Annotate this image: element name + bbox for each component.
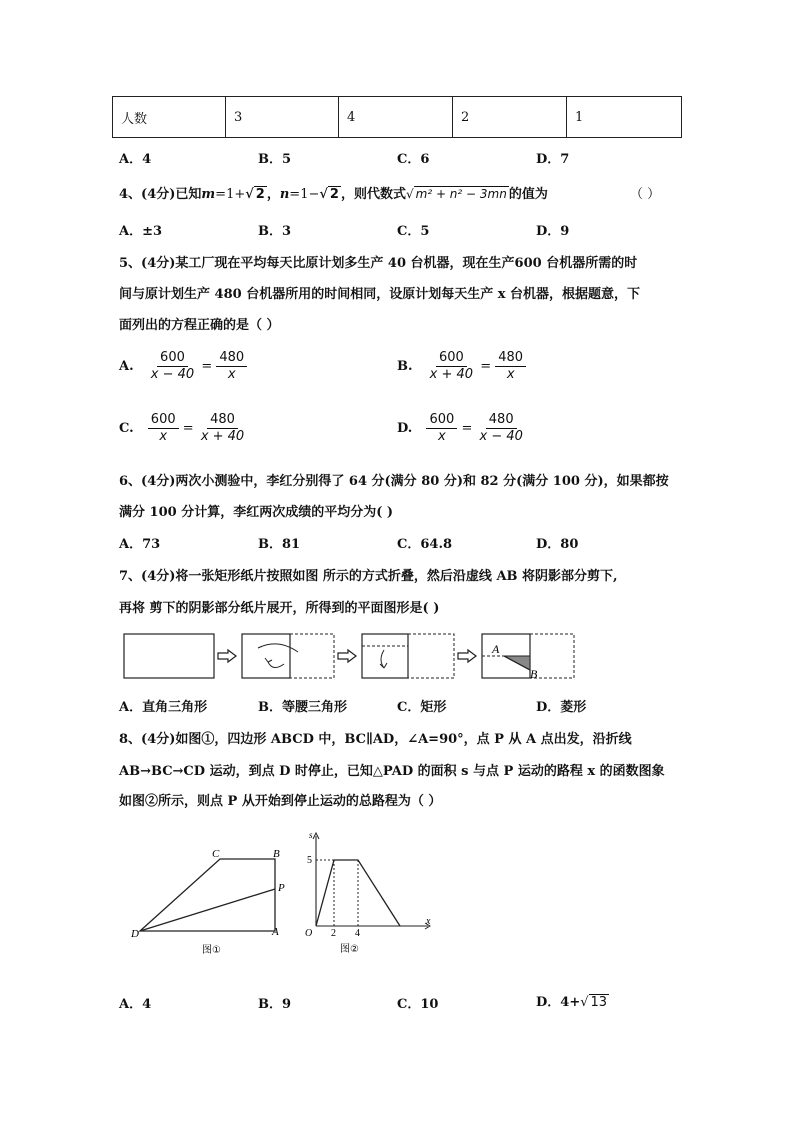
label-b: B <box>273 848 280 860</box>
folded-half-dashed <box>290 634 334 678</box>
figure-2-caption: 图② <box>340 944 359 955</box>
q6-line-1: 6、(4分)两次小测验中，李红分别得了 64 分(满分 80 分)和 82 分(满分 100 分)，如果都按 <box>119 474 669 489</box>
q6-option-d[interactable]: D．80 <box>536 537 579 552</box>
arrow-right-icon <box>338 650 356 662</box>
q5-option-d[interactable]: D. $\frac{600}{x}$ = $\frac{480}{x - 40}$ <box>397 412 523 444</box>
figure-1-trapezoid <box>130 845 290 960</box>
q4-option-a[interactable]: A．±3 <box>119 224 163 239</box>
figure-1-caption: 图① <box>202 945 221 956</box>
q7-line-1: 7、(4分)将一张矩形纸片按照如图 所示的方式折叠，然后沿虚线 AB 将阴影部分剪下, <box>119 569 618 584</box>
sqrt-symbol: √ 13 <box>580 995 608 1010</box>
label-p: P <box>278 882 285 894</box>
curved-arrow-icon <box>265 658 284 668</box>
q8-line-2: AB→BC→CD 运动，到点 D 时停止，已知△PAD 的面积 s 与点 P 运动的路程 x 的函数图象 <box>119 764 665 779</box>
q4-option-c[interactable]: C．5 <box>397 224 430 239</box>
arrow-right-icon <box>458 650 476 662</box>
folding-diagram <box>118 628 580 684</box>
figure-2-graph <box>296 828 436 958</box>
label-b: B <box>530 667 538 681</box>
folded-half-dashed <box>408 634 454 678</box>
score-table <box>112 96 682 138</box>
label-a: A <box>272 926 279 938</box>
paper-rect-1 <box>124 634 214 678</box>
tick-label-4: 4 <box>355 928 360 939</box>
q3-option-c[interactable]: C．6 <box>397 152 430 167</box>
paper-rect-2 <box>242 634 290 678</box>
label-d: D <box>131 928 139 940</box>
table-row <box>113 97 682 138</box>
label-a: A <box>492 642 500 656</box>
q4-option-d[interactable]: D．9 <box>536 224 570 239</box>
q8-option-a[interactable]: A．4 <box>119 997 152 1012</box>
q4-answer-paren: （ ） <box>630 187 661 202</box>
q8-line-1: 8、(4分)如图①，四边形 ABCD 中，BC∥AD，∠A=90°，点 P 从 A 点出发，沿折线 <box>119 732 632 747</box>
arrow-right-icon <box>218 650 236 662</box>
q5-option-c[interactable]: C. $\frac{600}{x}$ = $\frac{480}{x + 40}$ <box>119 412 245 444</box>
q3-option-b[interactable]: B．5 <box>258 152 292 167</box>
table-cell: 4 <box>339 97 453 138</box>
table-cell: 人数 <box>113 97 226 138</box>
paper-rect-3 <box>362 634 408 678</box>
sqrt-expression: √ m² + n² − 3mn <box>405 187 507 201</box>
q3-option-a[interactable]: A．4 <box>119 152 152 167</box>
q5-option-a[interactable]: A. $\frac{600}{x - 40}$ = $\frac{480}{x}$ <box>119 350 247 383</box>
q7-line-2: 再将 剪下的阴影部分纸片展开，所得到的平面图形是( ) <box>119 601 440 616</box>
origin-label: O <box>305 928 313 939</box>
q5-line-3: 面列出的方程正确的是（ ） <box>119 318 280 333</box>
sqrt-symbol: √ 2 <box>319 187 339 202</box>
q6-line-2: 满分 100 分计算，李红两次成绩的平均分为( ) <box>119 505 394 520</box>
axis-label-x: x <box>426 916 431 927</box>
q7-option-b[interactable]: B．等腰三角形 <box>258 700 347 715</box>
q7-option-d[interactable]: D．菱形 <box>536 700 587 715</box>
table-cell: 1 <box>567 97 682 138</box>
sqrt-symbol: √ 2 <box>245 187 265 202</box>
q6-option-b[interactable]: B．81 <box>258 537 301 552</box>
q8-option-b[interactable]: B．9 <box>258 997 292 1012</box>
q5-option-b[interactable]: B. $\frac{600}{x + 40}$ = $\frac{480}{x}$ <box>397 350 526 383</box>
q3-option-d[interactable]: D．7 <box>536 152 570 167</box>
tick-label-5: 5 <box>307 855 312 866</box>
q5-line-2: 间与原计划生产 480 台机器所用的时间相同，设原计划每天生产 x 台机器，根据题意，下 <box>119 287 640 302</box>
table-cell: 2 <box>453 97 567 138</box>
q4-question: 4、(4分)已知m=1+√ 2 ，n=1−√ 2 ，则代数式√ m² + n² − 3mn 的值为 <box>119 187 548 202</box>
q6-option-a[interactable]: A．73 <box>119 537 161 552</box>
q8-option-c[interactable]: C．10 <box>397 997 439 1012</box>
label-c: C <box>212 848 220 860</box>
fold-arc-icon <box>258 644 298 652</box>
q8-option-d[interactable]: D．4+√ 13 <box>536 995 608 1010</box>
q4-option-b[interactable]: B．3 <box>258 224 292 239</box>
curved-arrow-icon <box>380 650 387 668</box>
q7-option-c[interactable]: C．矩形 <box>397 700 447 715</box>
q8-line-3: 如图②所示，则点 P 从开始到停止运动的总路程为（ ） <box>119 794 442 809</box>
q5-line-1: 5、(4分)某工厂现在平均每天比原计划多生产 40 台机器，现在生产600 台机器所需的时 <box>119 256 638 271</box>
axis-label-s: s <box>309 830 313 840</box>
q6-option-c[interactable]: C．64.8 <box>397 537 453 552</box>
tick-label-2: 2 <box>331 928 336 939</box>
table-cell: 3 <box>226 97 339 138</box>
q7-option-a[interactable]: A．直角三角形 <box>119 700 208 715</box>
